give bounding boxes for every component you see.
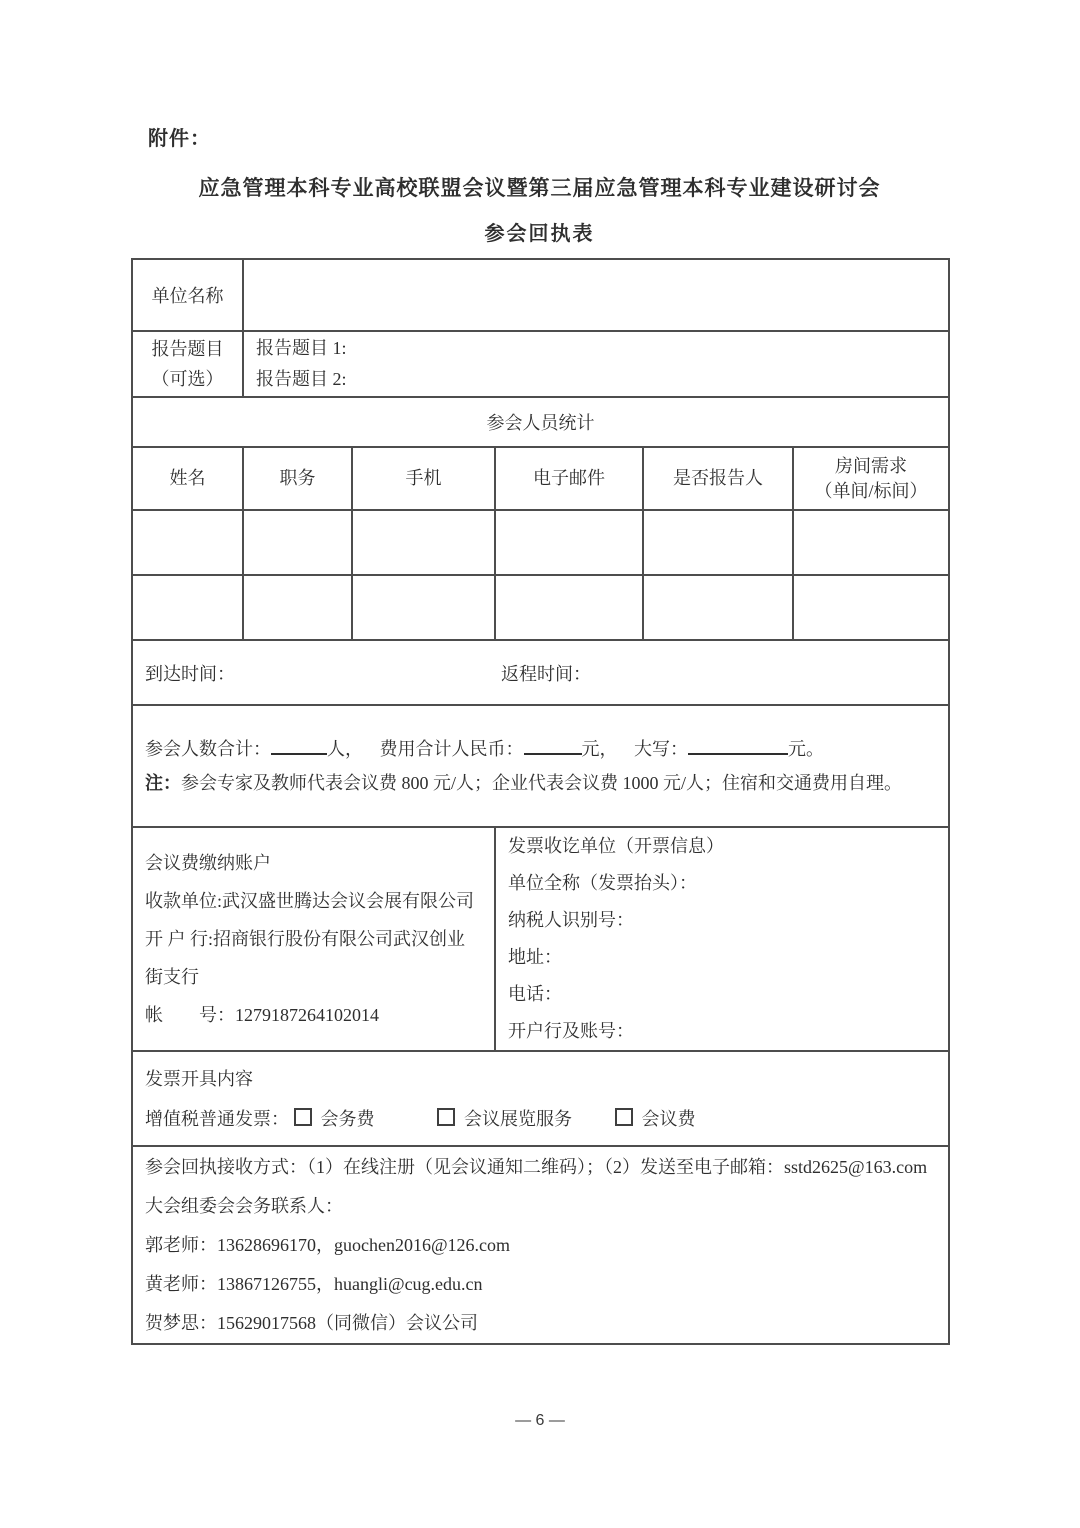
invoice-content-title: 发票开具内容 xyxy=(145,1068,253,1089)
report-title-label-line2: （可选） xyxy=(151,369,224,389)
vat-invoice-line xyxy=(145,1099,936,1139)
attendee-cell xyxy=(132,510,243,575)
col-header-room-line2: （单间/标间） xyxy=(814,480,928,501)
fee-caps-label: 大写： xyxy=(634,739,688,759)
checkbox-conference-service-icon[interactable] xyxy=(294,1108,312,1126)
contact-huang: 黄老师：13867126755，huangli@cug.edu.cn xyxy=(145,1273,483,1294)
arrival-time-label: 到达时间： xyxy=(145,663,235,684)
receipt-instructions-cell xyxy=(132,1146,949,1344)
attendee-cell xyxy=(352,575,495,640)
invoice-option-conference-fee xyxy=(615,1109,696,1129)
attendee-cell xyxy=(243,510,352,575)
attendee-cell xyxy=(793,575,949,640)
invoice-company-name-field: 单位全称（发票抬头）： xyxy=(508,873,697,893)
invoice-info-cell xyxy=(495,827,949,1051)
attendee-row xyxy=(132,575,949,640)
vat-invoice-label: 增值税普通发票： xyxy=(145,1108,289,1129)
fee-total-label: 费用合计人民币： xyxy=(379,739,524,759)
document-subtitle: 参会回执表 xyxy=(484,223,595,245)
payment-account-number: 帐 号：1279187264102014 xyxy=(145,1005,379,1025)
report-title-value-cell xyxy=(243,331,949,397)
attendee-cell xyxy=(495,510,643,575)
attendee-cell xyxy=(495,575,643,640)
attendee-cell xyxy=(793,510,949,575)
page-number: — 6 — xyxy=(515,1412,565,1429)
payment-account-title: 会议费缴纳账户 xyxy=(145,853,271,873)
invoice-address-field: 地址： xyxy=(508,947,562,967)
invoice-bank-account-field: 开户行及账号： xyxy=(508,1021,634,1041)
col-header-room-line1: 房间需求 xyxy=(835,456,908,477)
fee-caps-suffix: 元。 xyxy=(788,739,824,759)
col-header-position: 职务 xyxy=(243,447,352,510)
invoice-option-exhibition-service xyxy=(437,1109,572,1129)
fee-total-suffix: 元， xyxy=(581,739,618,759)
attendee-cell xyxy=(132,575,243,640)
checkbox-conference-fee-icon[interactable] xyxy=(615,1108,633,1126)
attendees-section-title: 参会人员统计 xyxy=(132,397,949,447)
registration-form-table xyxy=(131,258,950,1345)
unit-name-value-cell xyxy=(243,259,949,331)
col-header-room xyxy=(793,447,949,510)
invoice-phone-field: 电话： xyxy=(508,984,562,1004)
document-title: 应急管理本科专业高校联盟会议暨第三届应急管理本科专业建设研讨会 xyxy=(198,176,881,200)
totals-line xyxy=(145,732,936,766)
travel-time-row xyxy=(132,640,949,705)
fee-note-text: 参会专家及教师代表会议费 800 元/人；企业代表会议费 1000 元/人；住宿和交通费用自理。 xyxy=(181,773,902,793)
report-title-1: 报告题目 1: xyxy=(256,338,347,358)
invoice-info-title: 发票收讫单位（开票信息） xyxy=(508,836,724,856)
attendee-count-label: 参会人数合计： xyxy=(145,739,271,759)
attendee-cell xyxy=(243,575,352,640)
committee-contacts-label: 大会组委会会务联系人： xyxy=(145,1195,343,1216)
invoice-option-label: 会议展览服务 xyxy=(464,1108,572,1129)
fee-caps-blank xyxy=(688,737,788,755)
fee-note-label: 注： xyxy=(145,773,181,793)
payment-payee: 收款单位:武汉盛世腾达会议会展有限公司 xyxy=(145,891,474,911)
invoice-option-label: 会议费 xyxy=(641,1108,696,1129)
receipt-method-line: 参会回执接收方式：（1）在线注册（见会议通知二维码）；（2）发送至电子邮箱：sstd2625@163.com xyxy=(145,1156,928,1177)
invoice-tax-id-field: 纳税人识别号： xyxy=(508,910,634,930)
fee-total-blank xyxy=(524,737,582,755)
fee-note-line xyxy=(145,766,936,800)
attendee-cell xyxy=(643,575,793,640)
invoice-option-conference-service xyxy=(294,1109,375,1129)
report-title-label-line1: 报告题目 xyxy=(151,339,224,359)
col-header-mobile: 手机 xyxy=(352,447,495,510)
report-title-label xyxy=(132,331,243,397)
report-title-2: 报告题目 2: xyxy=(256,369,347,389)
checkbox-exhibition-service-icon[interactable] xyxy=(437,1108,455,1126)
contact-guo: 郭老师：13628696170，guochen2016@126.com xyxy=(145,1234,511,1255)
invoice-option-label: 会务费 xyxy=(320,1108,375,1129)
invoice-content-cell xyxy=(132,1051,949,1146)
payment-account-cell xyxy=(132,827,495,1051)
col-header-email: 电子邮件 xyxy=(495,447,643,510)
attendee-count-suffix: 人， xyxy=(327,739,363,759)
attendee-cell xyxy=(352,510,495,575)
attendee-cell xyxy=(643,510,793,575)
contact-he: 贺梦思：15629017568（同微信）会议公司 xyxy=(145,1312,478,1333)
attachment-label: 附件： xyxy=(148,128,211,150)
col-header-name: 姓名 xyxy=(132,447,243,510)
return-time-label: 返程时间： xyxy=(501,663,591,684)
totals-row xyxy=(132,705,949,827)
attendee-count-blank xyxy=(271,737,327,755)
col-header-speaker: 是否报告人 xyxy=(643,447,793,510)
payment-bank: 开 户 行:招商银行股份有限公司武汉创业街支行 xyxy=(145,929,465,987)
unit-name-label: 单位名称 xyxy=(132,259,243,331)
attendee-row xyxy=(132,510,949,575)
